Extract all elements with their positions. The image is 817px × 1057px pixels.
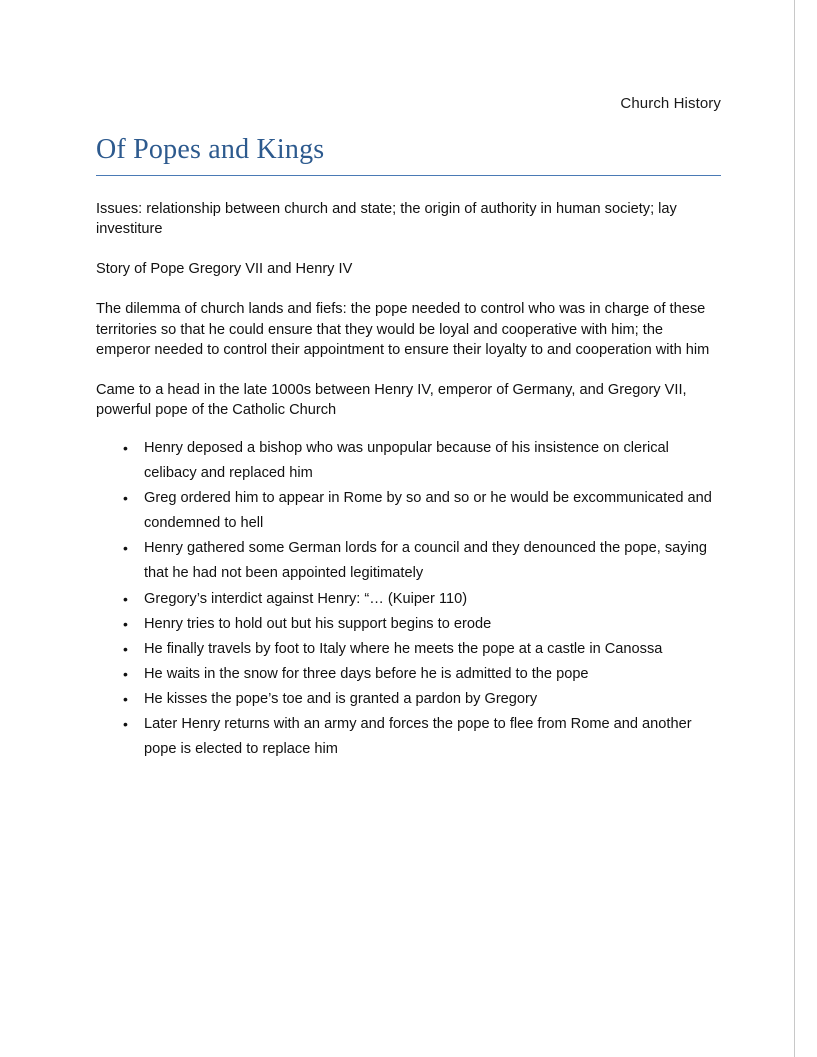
- list-item-text: Henry deposed a bishop who was unpopular because of his insistence on clerical celibacy and replaced him: [144, 440, 669, 482]
- list-item: [96, 637, 721, 662]
- list-item-text: Henry tries to hold out but his support begins to erode: [144, 615, 492, 632]
- paragraph-head: Came to a head in the late 1000s between Henry IV, emperor of Germany, and Gregory VII, powerful pope of the Catholic Church: [96, 381, 687, 418]
- bullet-icon: •: [123, 640, 128, 657]
- bullet-icon: •: [123, 490, 128, 507]
- list-item: [96, 712, 721, 762]
- bullet-icon: •: [123, 590, 128, 607]
- document-header: Church History: [620, 95, 721, 112]
- list-item-text: He waits in the snow for three days before he is admitted to the pope: [144, 665, 589, 682]
- paragraph-dilemma: The dilemma of church lands and fiefs: the pope needed to control who was in charge of these territories so that he could ensure that they would be loyal and cooperative with him; the emperor needed to control their appointment to ensure their loyalty to and cooperation with him: [96, 301, 710, 358]
- list-item-text: Later Henry returns with an army and forces the pope to flee from Rome and another pope is elected to replace him: [144, 716, 692, 758]
- bullet-icon: •: [123, 615, 128, 632]
- bullet-icon: •: [123, 665, 128, 682]
- title-divider: [96, 175, 721, 176]
- list-item-text: Henry gathered some German lords for a council and they denounced the pope, saying that he had not been appointed legitimately: [144, 540, 708, 582]
- bullet-icon: •: [123, 690, 128, 707]
- bullet-icon: •: [123, 540, 128, 557]
- list-item: [96, 436, 721, 486]
- paragraph-issues: Issues: relationship between church and state; the origin of authority in human society; lay investiture: [96, 201, 677, 238]
- list-item: [96, 662, 721, 687]
- list-item-text: Greg ordered him to appear in Rome by so and so or he would be excommunicated and condemned to hell: [144, 490, 712, 532]
- document-content: [96, 0, 721, 762]
- list-item-text: He finally travels by foot to Italy where he meets the pope at a castle in Canossa: [144, 640, 663, 657]
- list-item: [96, 587, 721, 612]
- page-gutter: [796, 0, 817, 1057]
- list-item: [96, 536, 721, 586]
- list-item-text: He kisses the pope’s toe and is granted a pardon by Gregory: [144, 690, 538, 707]
- list-item: [96, 612, 721, 637]
- page-title: Of Popes and Kings: [96, 134, 325, 165]
- bullet-icon: •: [123, 440, 128, 456]
- list-item: [96, 486, 721, 536]
- list-item-text: Gregory’s interdict against Henry: “… (Kuiper 110): [144, 590, 468, 607]
- paragraph-story: Story of Pope Gregory VII and Henry IV: [96, 261, 353, 278]
- bullet-icon: •: [123, 716, 128, 733]
- bullet-list: [96, 436, 721, 762]
- list-item: [96, 687, 721, 712]
